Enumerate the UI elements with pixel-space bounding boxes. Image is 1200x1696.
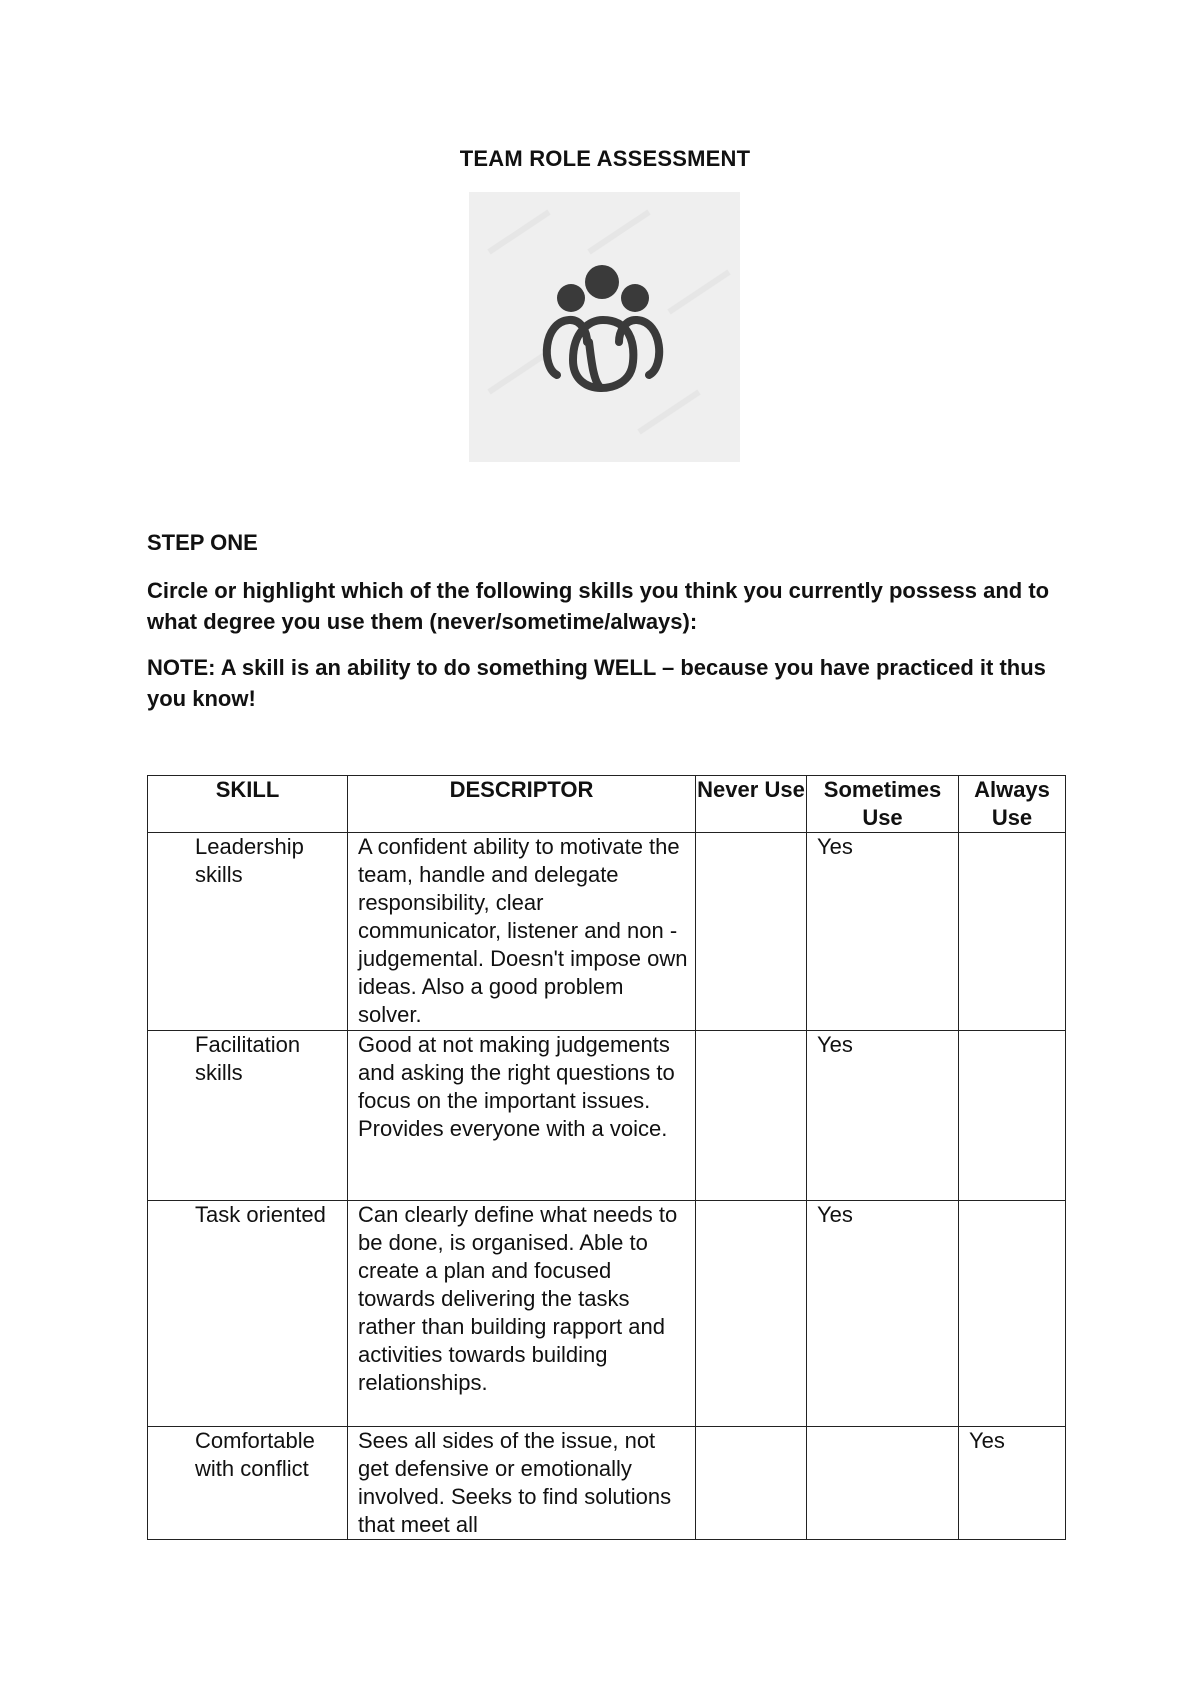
always-use-cell[interactable]	[959, 1031, 1066, 1201]
sometimes-use-cell[interactable]: Yes	[807, 1031, 959, 1201]
never-use-cell[interactable]	[696, 833, 807, 1031]
descriptor-cell: A confident ability to motivate the team, handle and delegate responsibility, clear communicator, listener and non -judgemental. Doesn't impose own ideas. Also a good problem solver.	[348, 833, 696, 1031]
descriptor-cell: Sees all sides of the issue, not get defensive or emotionally involved. Seeks to find solutions that meet all	[348, 1427, 696, 1540]
header-skill: SKILL	[148, 776, 348, 833]
descriptor-cell: Good at not making judgements and asking the right questions to focus on the important issues. Provides everyone with a voice.	[348, 1031, 696, 1201]
table-row	[148, 833, 1066, 1031]
sometimes-use-cell[interactable]	[807, 1427, 959, 1540]
skill-cell: Task oriented	[148, 1201, 348, 1427]
table-row	[148, 1427, 1066, 1540]
header-never-use: Never Use	[696, 776, 807, 833]
table-row	[148, 1031, 1066, 1201]
skill-cell: Comfortable with conflict	[148, 1427, 348, 1540]
descriptor-cell: Can clearly define what needs to be done, is organised. Able to create a plan and focused towards delivering the tasks rather than building rapport and activities towards building relationships.	[348, 1201, 696, 1427]
never-use-cell[interactable]	[696, 1427, 807, 1540]
never-use-cell[interactable]	[696, 1031, 807, 1201]
note-text: NOTE: A skill is an ability to do something WELL – because you have practiced it thus you know!	[147, 655, 1046, 711]
team-people-icon	[469, 192, 740, 462]
table-row	[148, 1201, 1066, 1427]
page-title: TEAM ROLE ASSESSMENT	[459, 146, 751, 171]
header-descriptor: DESCRIPTOR	[348, 776, 696, 833]
step-heading: STEP ONE	[147, 530, 258, 555]
never-use-cell[interactable]	[696, 1201, 807, 1427]
skill-cell: Leadership skills	[148, 833, 348, 1031]
skills-table	[147, 775, 1066, 1540]
instructions-text: Circle or highlight which of the following skills you think you currently possess and to what degree you use them (never/sometime/always):	[147, 578, 1050, 634]
always-use-cell[interactable]: Yes	[959, 1427, 1066, 1540]
skill-cell: Facilitation skills	[148, 1031, 348, 1201]
always-use-cell[interactable]	[959, 1201, 1066, 1427]
sometimes-use-cell[interactable]: Yes	[807, 1201, 959, 1427]
header-always-use: Always Use	[959, 776, 1066, 833]
sometimes-use-cell[interactable]: Yes	[807, 833, 959, 1031]
table-header-row	[148, 776, 1066, 833]
header-sometimes-use: Sometimes Use	[807, 776, 959, 833]
always-use-cell[interactable]	[959, 833, 1066, 1031]
